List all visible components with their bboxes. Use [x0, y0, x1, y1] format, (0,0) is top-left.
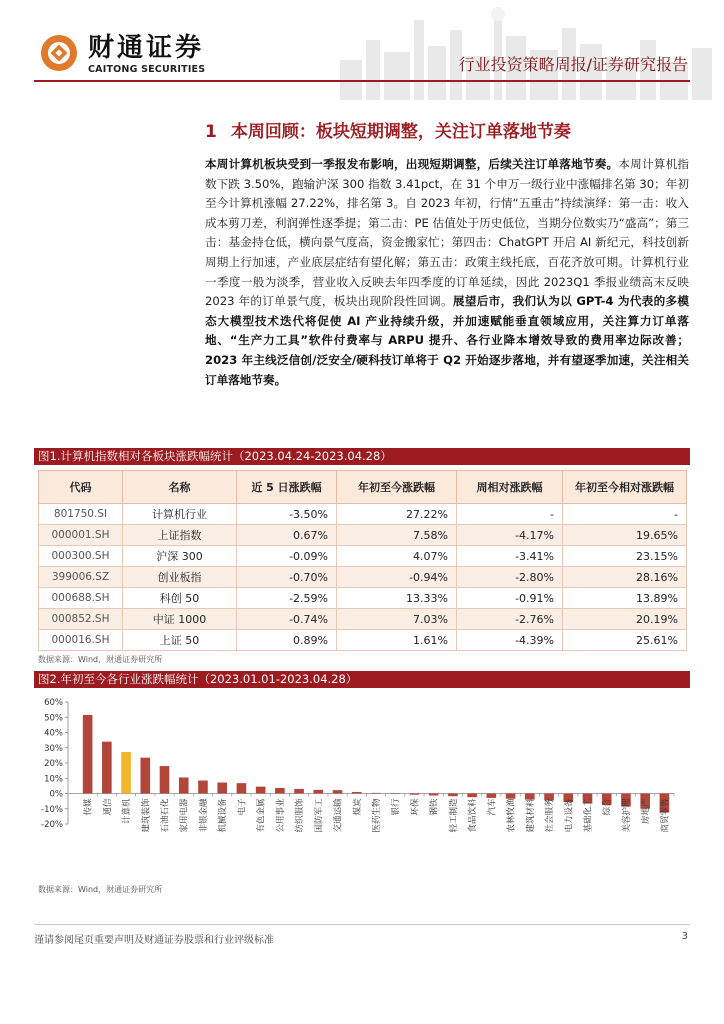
bar [371, 793, 381, 794]
cell-name: 计算机行业 [123, 504, 237, 525]
figure2-source: 数据来源：Wind，财通证券研究所 [38, 885, 163, 894]
x-tick-label: 商贸零售 [660, 798, 671, 833]
x-tick-label: 石油石化 [160, 798, 171, 833]
cell-5day: -0.74% [237, 609, 337, 630]
x-tick-label: 国防军工 [314, 798, 325, 833]
cell-5day: -0.70% [237, 567, 337, 588]
x-tick-label: 轻工制造 [448, 798, 459, 833]
column-header: 周相对涨跌幅 [457, 471, 563, 504]
cell-code: 000001.SH [39, 525, 123, 546]
x-tick-label: 社会服务 [545, 798, 556, 833]
cell-week-rel: -2.76% [457, 609, 563, 630]
footer-divider [34, 924, 690, 925]
cell-ytd: -0.94% [337, 567, 457, 588]
cell-ytd-rel: 13.89% [563, 588, 687, 609]
table-row [39, 504, 687, 525]
cell-5day: -0.09% [237, 546, 337, 567]
cell-name: 上证 50 [123, 630, 237, 651]
x-tick-label: 电子 [237, 798, 248, 816]
x-tick-label: 机械设备 [218, 798, 229, 833]
cell-name: 中证 1000 [123, 609, 237, 630]
cell-week-rel: -4.17% [457, 525, 563, 546]
x-tick-label: 农林牧渔 [506, 798, 517, 833]
table-header-row [39, 471, 687, 504]
y-tick-label: 30% [44, 743, 63, 754]
cell-name: 上证指数 [123, 525, 237, 546]
bar [429, 794, 439, 796]
bar [179, 777, 189, 793]
table-row [39, 525, 687, 546]
cell-5day: 0.67% [237, 525, 337, 546]
x-tick-label: 煤炭 [352, 798, 363, 816]
cell-ytd-rel: 23.15% [563, 546, 687, 567]
bar [140, 758, 150, 794]
x-tick-label: 家用电器 [179, 798, 190, 833]
x-tick-label: 建筑装饰 [141, 798, 152, 833]
cell-5day: -2.59% [237, 588, 337, 609]
bar [352, 792, 362, 794]
y-tick-label: 10% [44, 774, 63, 785]
x-tick-label: 通信 [102, 798, 113, 816]
report-type-label: 行业投资策略周报/证券研究报告 [458, 55, 688, 74]
y-tick-label: 20% [44, 759, 63, 769]
x-tick-label: 医药生物 [372, 798, 382, 833]
bar [333, 790, 343, 793]
caitong-logo-icon [40, 34, 78, 72]
y-tick-label: 0% [49, 789, 63, 800]
y-tick-label: 60% [44, 698, 63, 708]
bar [506, 794, 516, 799]
x-tick-label: 公用事业 [275, 798, 286, 833]
cell-ytd-rel: 19.65% [563, 525, 687, 546]
bar [198, 781, 208, 794]
x-tick-label: 钢铁 [429, 798, 440, 816]
x-tick-label: 建筑材料 [525, 798, 536, 833]
x-tick-label: 纺织服饰 [295, 798, 306, 833]
x-tick-label: 美容护理 [621, 798, 632, 833]
table-row [39, 546, 687, 567]
column-header: 近 5 日涨跌幅 [237, 471, 337, 504]
brand-name-cn: 财通证券 [88, 33, 205, 63]
paragraph-lead: 本周计算机板块受到一季报发布影响，出现短期调整，后续关注订单落地节奏。 [205, 157, 619, 171]
column-header: 名称 [123, 471, 237, 504]
cell-5day: 0.89% [237, 630, 337, 651]
bar [121, 752, 131, 793]
cell-week-rel: -2.80% [457, 567, 563, 588]
bar [410, 794, 420, 795]
cell-ytd-rel: 25.61% [563, 630, 687, 651]
bar [217, 783, 227, 794]
x-tick-label: 电力设备 [564, 798, 575, 833]
x-tick-label: 计算机 [122, 798, 133, 825]
page-number: 3 [681, 931, 688, 942]
figure1-source: 数据来源：Wind，财通证券研究所 [38, 655, 163, 664]
cell-week-rel: - [457, 504, 563, 525]
figure1-caption: 图1.计算机指数相对各板块涨跌幅统计（2023.04.24-2023.04.28） [34, 448, 690, 465]
y-tick-label: -20% [41, 820, 63, 830]
x-tick-label: 环保 [410, 798, 421, 816]
cell-ytd: 7.03% [337, 609, 457, 630]
cell-name: 科创 50 [123, 588, 237, 609]
figure2-caption: 图2.年初至今各行业涨跌幅统计（2023.01.01-2023.04.28） [34, 671, 690, 688]
header-divider [34, 80, 690, 82]
x-tick-label: 银行 [391, 798, 402, 816]
bar [467, 794, 477, 798]
cell-week-rel: -0.91% [457, 588, 563, 609]
bar [275, 788, 285, 793]
column-header: 年初至今涨跌幅 [337, 471, 457, 504]
cell-code: 000852.SH [39, 609, 123, 630]
y-tick-label: 40% [44, 728, 63, 739]
cell-ytd-rel: 20.19% [563, 609, 687, 630]
cell-ytd: 1.61% [337, 630, 457, 651]
cell-name: 沪深 300 [123, 546, 237, 567]
cell-code: 801750.SI [39, 504, 123, 525]
x-tick-label: 非银金融 [198, 798, 209, 833]
column-header: 代码 [39, 471, 123, 504]
x-tick-label: 综合 [602, 798, 613, 816]
cell-ytd-rel: - [563, 504, 687, 525]
x-tick-label: 食品饮料 [468, 798, 479, 833]
bar [294, 789, 304, 794]
bar [83, 715, 93, 794]
cell-ytd: 27.22% [337, 504, 457, 525]
y-tick-label: 50% [44, 713, 63, 724]
x-tick-label: 传媒 [83, 798, 94, 816]
cell-week-rel: -3.41% [457, 546, 563, 567]
cell-code: 000300.SH [39, 546, 123, 567]
bar [160, 766, 170, 793]
brand-name-en: CAITONG SECURITIES [88, 64, 206, 75]
y-tick-label: -10% [41, 804, 63, 815]
city-skyline-decoration [300, 0, 724, 100]
table-row [39, 630, 687, 651]
table-row [39, 609, 687, 630]
cell-ytd-rel: 28.16% [563, 567, 687, 588]
column-header: 年初至今相对涨跌幅 [563, 471, 687, 504]
x-tick-label: 房地产 [641, 798, 652, 825]
cell-ytd: 4.07% [337, 546, 457, 567]
footer-disclaimer: 谨请参阅尾页重要声明及财通证券股票和行业评级标准 [34, 935, 274, 946]
bar [448, 794, 458, 797]
cell-week-rel: -4.39% [457, 630, 563, 651]
x-tick-label: 汽车 [487, 798, 498, 816]
index-performance-table [38, 470, 687, 651]
table-row [39, 588, 687, 609]
section-number: 1 [205, 122, 217, 142]
cell-5day: -3.50% [237, 504, 337, 525]
section-title-text: 本周回顾：板块短期调整，关注订单落地节奏 [230, 122, 571, 142]
x-tick-label: 有色金属 [256, 798, 267, 833]
bar [314, 790, 324, 794]
paragraph-body: 本周计算机指数下跌 3.50%，跑输沪深 300 指数 3.41pct，在 31 个申万一级行业中涨幅排名第 30；年初至今计算机涨幅 27.22%，排名第 3。自 2023 年初，行情“五重击”持续演绎：第一击：收入成本剪刀差，利润弹性逐季提；第二击：PE 估值处于历史低位，当期分位数实乃“盛高”；第三击：基金持仓低，横向景气度高，资金搬家忙；第四击：ChatGPT 开启 AI 新纪元，科技创新周期上行加速，产业底层症结有望化解；第五击：政策主线托底，百花齐放可期。计算机行业一季度一般为淡季，营业收入反映去年四季度的订单延续，因此 2023Q1 季报业绩高末反映 2023 年的订单景气度，板块出现阶段性回调。 [205, 157, 689, 309]
bar [237, 783, 247, 793]
section-title [205, 117, 571, 142]
bar [256, 787, 266, 794]
bar [102, 742, 112, 794]
table-row [39, 567, 687, 588]
x-tick-label: 基础化工 [583, 798, 594, 833]
cell-code: 399006.SZ [39, 567, 123, 588]
paragraph-tail: 展望后市，我们认为以 GPT-4 为代表的多模态大模型技术迭代将促使 AI 产业持续升级，并加速赋能垂直领域应用，关注算力订单落地、“生产力工具”软件付费率与 ARPU 提升、各行业降本增效导致的费用率边际改善；2023 年主线泛信创/泛安全/硬科技订单将于 Q2 开始逐步落地，并有望逐季加速，关注相关订单落地节奏。 [205, 294, 689, 387]
bar [487, 794, 497, 798]
cell-name: 创业板指 [123, 567, 237, 588]
cell-ytd: 7.58% [337, 525, 457, 546]
cell-code: 000688.SH [39, 588, 123, 609]
x-tick-label: 交通运输 [333, 798, 344, 833]
industry-returns-bar-chart [34, 690, 690, 880]
cell-code: 000016.SH [39, 630, 123, 651]
summary-paragraph [205, 155, 689, 390]
cell-ytd: 13.33% [337, 588, 457, 609]
